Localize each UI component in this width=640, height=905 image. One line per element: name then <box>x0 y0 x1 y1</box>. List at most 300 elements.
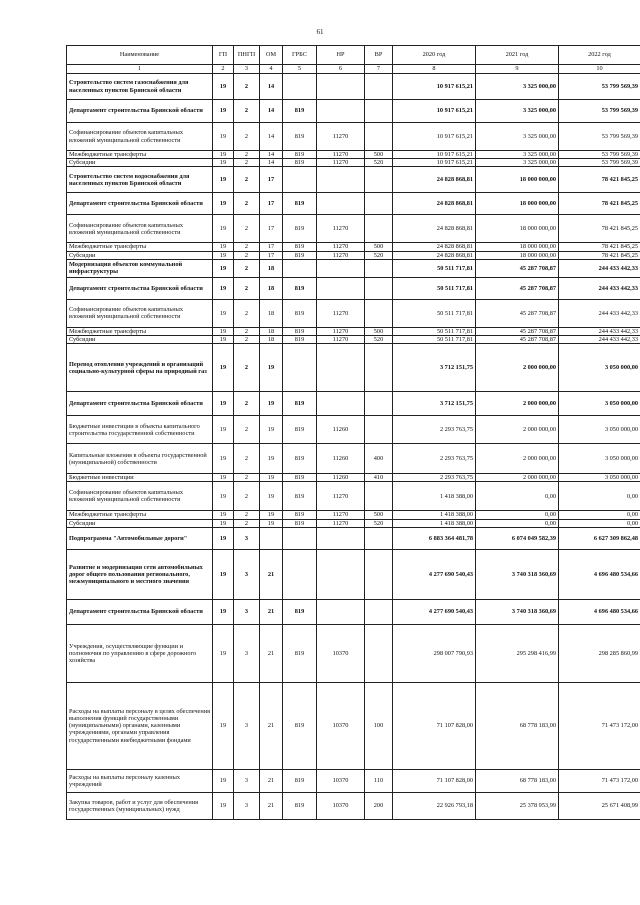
cell-2022: 298 285 860,99 <box>559 624 640 682</box>
cell-om: 19 <box>260 392 283 416</box>
table-row <box>67 682 640 769</box>
cell-gp: 19 <box>213 100 234 123</box>
cell-nr: 11260 <box>317 416 365 444</box>
cell-2021: 45 287 708,87 <box>476 277 559 299</box>
cell-om: 19 <box>260 416 283 444</box>
cell-name: Департамент строительства Брянской области <box>67 599 213 624</box>
cell-nr: 11270 <box>317 336 365 344</box>
cell-2021: 45 287 708,87 <box>476 336 559 344</box>
cell-vr: 110 <box>365 769 393 792</box>
cell-nr: 11270 <box>317 511 365 519</box>
col-header: ПНГП <box>234 46 260 65</box>
cell-nr: 11270 <box>317 123 365 151</box>
cell-pngp: 2 <box>234 299 260 327</box>
cell-2021: 25 378 953,99 <box>476 792 559 819</box>
cell-vr <box>365 392 393 416</box>
table-row <box>67 344 640 392</box>
cell-2021: 3 325 000,00 <box>476 151 559 159</box>
cell-gp: 19 <box>213 549 234 599</box>
col-number: 2 <box>213 65 234 74</box>
col-header: ОМ <box>260 46 283 65</box>
col-number: 5 <box>283 65 317 74</box>
cell-gp: 19 <box>213 792 234 819</box>
cell-2021: 45 287 708,87 <box>476 299 559 327</box>
cell-nr <box>317 392 365 416</box>
cell-nr <box>317 193 365 215</box>
cell-vr: 200 <box>365 792 393 819</box>
cell-grbs <box>283 549 317 599</box>
table-row <box>67 100 640 123</box>
cell-om: 19 <box>260 482 283 511</box>
table-row <box>67 151 640 159</box>
table-row <box>67 299 640 327</box>
cell-gp: 19 <box>213 259 234 277</box>
cell-2022: 4 696 480 534,66 <box>559 549 640 599</box>
cell-om <box>260 527 283 549</box>
cell-2022: 53 799 569,39 <box>559 151 640 159</box>
table-row <box>67 167 640 193</box>
col-number: 8 <box>393 65 476 74</box>
cell-pngp: 2 <box>234 215 260 243</box>
cell-name: Межбюджетные трансферты <box>67 243 213 251</box>
cell-pngp: 2 <box>234 416 260 444</box>
cell-2020: 1 418 388,00 <box>393 519 476 527</box>
cell-nr: 10370 <box>317 624 365 682</box>
cell-name: Модернизация объектов коммунальной инфраструктуры <box>67 259 213 277</box>
cell-grbs <box>283 74 317 100</box>
table-row <box>67 259 640 277</box>
cell-vr <box>365 215 393 243</box>
cell-om: 21 <box>260 769 283 792</box>
cell-2021: 0,00 <box>476 511 559 519</box>
table-row <box>67 243 640 251</box>
cell-2021: 2 000 000,00 <box>476 444 559 474</box>
cell-gp: 19 <box>213 527 234 549</box>
cell-nr: 11260 <box>317 444 365 474</box>
cell-name: Бюджетные инвестиции <box>67 474 213 482</box>
cell-vr: 500 <box>365 243 393 251</box>
cell-gp: 19 <box>213 624 234 682</box>
cell-name: Развитие и модернизация сети автомобильных дорог общего пользования регионального, межмуниципального и местного значения <box>67 549 213 599</box>
cell-grbs: 819 <box>283 416 317 444</box>
cell-2021: 18 000 000,00 <box>476 167 559 193</box>
cell-vr <box>365 299 393 327</box>
cell-grbs <box>283 344 317 392</box>
cell-2020: 1 418 388,00 <box>393 511 476 519</box>
cell-2021: 6 074 049 582,39 <box>476 527 559 549</box>
cell-2021: 2 000 000,00 <box>476 344 559 392</box>
cell-vr <box>365 416 393 444</box>
cell-om: 21 <box>260 792 283 819</box>
table-row <box>67 482 640 511</box>
cell-nr <box>317 277 365 299</box>
cell-om: 21 <box>260 549 283 599</box>
cell-nr: 10370 <box>317 792 365 819</box>
cell-2021: 45 287 708,87 <box>476 259 559 277</box>
cell-2021: 68 778 183,00 <box>476 682 559 769</box>
cell-vr <box>365 624 393 682</box>
col-header: ГРБС <box>283 46 317 65</box>
col-number: 1 <box>67 65 213 74</box>
cell-2020: 71 107 828,00 <box>393 769 476 792</box>
cell-pngp: 2 <box>234 277 260 299</box>
col-number: 9 <box>476 65 559 74</box>
cell-2022: 3 050 000,00 <box>559 444 640 474</box>
cell-2020: 24 828 868,81 <box>393 243 476 251</box>
cell-om: 14 <box>260 100 283 123</box>
cell-vr <box>365 259 393 277</box>
cell-vr: 100 <box>365 682 393 769</box>
col-header: 2020 год <box>393 46 476 65</box>
cell-2022: 4 696 480 534,66 <box>559 599 640 624</box>
cell-nr <box>317 100 365 123</box>
cell-2021: 2 000 000,00 <box>476 416 559 444</box>
cell-om: 18 <box>260 277 283 299</box>
cell-name: Департамент строительства Брянской области <box>67 277 213 299</box>
cell-gp: 19 <box>213 482 234 511</box>
cell-2021: 3 325 000,00 <box>476 123 559 151</box>
header-row <box>67 46 640 65</box>
cell-nr: 10370 <box>317 682 365 769</box>
cell-2021: 3 740 318 360,69 <box>476 599 559 624</box>
cell-om: 19 <box>260 519 283 527</box>
cell-nr: 11270 <box>317 519 365 527</box>
cell-nr: 11270 <box>317 251 365 259</box>
cell-gp: 19 <box>213 416 234 444</box>
cell-pngp: 2 <box>234 100 260 123</box>
cell-grbs: 819 <box>283 482 317 511</box>
cell-pngp: 2 <box>234 243 260 251</box>
cell-2022: 78 421 845,25 <box>559 193 640 215</box>
table-row <box>67 327 640 335</box>
cell-om: 19 <box>260 474 283 482</box>
cell-om: 18 <box>260 299 283 327</box>
cell-2020: 3 712 151,75 <box>393 392 476 416</box>
cell-pngp: 2 <box>234 511 260 519</box>
cell-2020: 1 418 388,00 <box>393 482 476 511</box>
cell-grbs: 819 <box>283 511 317 519</box>
cell-om: 18 <box>260 327 283 335</box>
cell-nr: 11270 <box>317 159 365 167</box>
cell-grbs <box>283 167 317 193</box>
col-header: ГП <box>213 46 234 65</box>
cell-2022: 244 433 442,33 <box>559 336 640 344</box>
cell-2022: 78 421 845,25 <box>559 251 640 259</box>
cell-2021: 2 000 000,00 <box>476 474 559 482</box>
cell-vr: 520 <box>365 251 393 259</box>
table-row <box>67 123 640 151</box>
cell-2022: 244 433 442,33 <box>559 299 640 327</box>
table-row <box>67 444 640 474</box>
cell-2020: 4 277 690 540,43 <box>393 549 476 599</box>
cell-pngp: 3 <box>234 527 260 549</box>
table-row <box>67 251 640 259</box>
cell-grbs: 819 <box>283 444 317 474</box>
table-row <box>67 74 640 100</box>
cell-gp: 19 <box>213 193 234 215</box>
cell-grbs: 819 <box>283 624 317 682</box>
cell-2021: 2 000 000,00 <box>476 392 559 416</box>
cell-2020: 3 712 151,75 <box>393 344 476 392</box>
cell-2021: 18 000 000,00 <box>476 243 559 251</box>
cell-name: Подпрограмма "Автомобильные дороги" <box>67 527 213 549</box>
cell-nr: 11270 <box>317 327 365 335</box>
cell-nr: 11270 <box>317 299 365 327</box>
cell-2020: 2 293 763,75 <box>393 444 476 474</box>
table-row <box>67 549 640 599</box>
cell-pngp: 3 <box>234 792 260 819</box>
cell-2020: 4 277 690 540,43 <box>393 599 476 624</box>
cell-vr <box>365 599 393 624</box>
cell-name: Межбюджетные трансферты <box>67 327 213 335</box>
cell-2022: 3 050 000,00 <box>559 474 640 482</box>
col-header: 2021 год <box>476 46 559 65</box>
cell-gp: 19 <box>213 277 234 299</box>
cell-gp: 19 <box>213 215 234 243</box>
cell-grbs: 819 <box>283 159 317 167</box>
cell-name: Департамент строительства Брянской области <box>67 100 213 123</box>
cell-grbs: 819 <box>283 519 317 527</box>
cell-grbs: 819 <box>283 215 317 243</box>
cell-name: Субсидии <box>67 336 213 344</box>
cell-2022: 53 799 569,39 <box>559 74 640 100</box>
cell-vr: 520 <box>365 519 393 527</box>
cell-pngp: 3 <box>234 599 260 624</box>
cell-2022: 71 473 172,00 <box>559 769 640 792</box>
cell-grbs: 819 <box>283 277 317 299</box>
cell-gp: 19 <box>213 519 234 527</box>
cell-grbs: 819 <box>283 100 317 123</box>
cell-nr: 10370 <box>317 769 365 792</box>
cell-nr <box>317 549 365 599</box>
cell-om: 19 <box>260 444 283 474</box>
cell-2020: 24 828 868,81 <box>393 193 476 215</box>
cell-2021: 0,00 <box>476 482 559 511</box>
cell-name: Департамент строительства Брянской области <box>67 193 213 215</box>
cell-om: 21 <box>260 599 283 624</box>
cell-pngp: 2 <box>234 444 260 474</box>
cell-2020: 50 511 717,81 <box>393 327 476 335</box>
cell-pngp: 2 <box>234 482 260 511</box>
cell-2020: 6 883 364 481,78 <box>393 527 476 549</box>
cell-2022: 71 473 172,00 <box>559 682 640 769</box>
cell-2022: 53 799 569,39 <box>559 123 640 151</box>
table-row <box>67 474 640 482</box>
cell-name: Бюджетные инвестиции в объекты капитального строительства государственной собственности <box>67 416 213 444</box>
cell-vr: 520 <box>365 159 393 167</box>
cell-gp: 19 <box>213 344 234 392</box>
cell-vr <box>365 527 393 549</box>
cell-name: Субсидии <box>67 519 213 527</box>
cell-pngp: 2 <box>234 123 260 151</box>
cell-vr <box>365 482 393 511</box>
cell-grbs: 819 <box>283 299 317 327</box>
cell-gp: 19 <box>213 167 234 193</box>
cell-gp: 19 <box>213 392 234 416</box>
cell-2022: 244 433 442,33 <box>559 277 640 299</box>
cell-2021: 3 325 000,00 <box>476 74 559 100</box>
cell-gp: 19 <box>213 74 234 100</box>
col-number: 7 <box>365 65 393 74</box>
cell-pngp: 2 <box>234 344 260 392</box>
cell-2022: 0,00 <box>559 482 640 511</box>
page-number: 61 <box>316 28 324 36</box>
cell-2022: 6 627 309 862,48 <box>559 527 640 549</box>
cell-nr: 11270 <box>317 215 365 243</box>
cell-gp: 19 <box>213 682 234 769</box>
cell-name: Учреждения, осуществляющие функции и полномочия по управлению в сфере дорожного хозяйства <box>67 624 213 682</box>
cell-gp: 19 <box>213 474 234 482</box>
cell-nr: 11270 <box>317 151 365 159</box>
cell-2020: 50 511 717,81 <box>393 277 476 299</box>
table-row <box>67 336 640 344</box>
cell-pngp: 3 <box>234 682 260 769</box>
cell-2022: 3 050 000,00 <box>559 344 640 392</box>
cell-vr <box>365 549 393 599</box>
cell-om: 17 <box>260 243 283 251</box>
cell-gp: 19 <box>213 299 234 327</box>
cell-vr <box>365 277 393 299</box>
cell-name: Расходы на выплаты персоналу в целях обеспечения выполнения функций государственными (муниципальными) органами, казенными учреждениями, органами управления государственными внебюджетными фондами <box>67 682 213 769</box>
cell-2021: 18 000 000,00 <box>476 193 559 215</box>
cell-grbs: 819 <box>283 123 317 151</box>
cell-gp: 19 <box>213 159 234 167</box>
table-row <box>67 769 640 792</box>
cell-name: Капитальные вложения в объекты государственной (муниципальной) собственности <box>67 444 213 474</box>
cell-om: 17 <box>260 193 283 215</box>
cell-grbs: 819 <box>283 327 317 335</box>
cell-2020: 24 828 868,81 <box>393 251 476 259</box>
cell-om: 14 <box>260 123 283 151</box>
cell-gp: 19 <box>213 123 234 151</box>
cell-vr: 500 <box>365 327 393 335</box>
cell-2022: 0,00 <box>559 511 640 519</box>
cell-pngp: 3 <box>234 624 260 682</box>
cell-gp: 19 <box>213 151 234 159</box>
cell-2022: 0,00 <box>559 519 640 527</box>
cell-2022: 78 421 845,25 <box>559 215 640 243</box>
cell-pngp: 2 <box>234 151 260 159</box>
cell-grbs: 819 <box>283 151 317 159</box>
col-number: 6 <box>317 65 365 74</box>
cell-2020: 24 828 868,81 <box>393 215 476 243</box>
table-row <box>67 416 640 444</box>
table-row <box>67 159 640 167</box>
cell-nr: 11260 <box>317 474 365 482</box>
cell-grbs: 819 <box>283 251 317 259</box>
cell-name: Закупка товаров, работ и услуг для обеспечения государственных (муниципальных) нужд <box>67 792 213 819</box>
cell-pngp: 2 <box>234 167 260 193</box>
table-row <box>67 599 640 624</box>
cell-grbs: 819 <box>283 792 317 819</box>
cell-2020: 10 917 615,21 <box>393 151 476 159</box>
cell-gp: 19 <box>213 327 234 335</box>
cell-pngp: 2 <box>234 327 260 335</box>
cell-om: 14 <box>260 74 283 100</box>
cell-nr <box>317 259 365 277</box>
cell-2020: 298 007 790,93 <box>393 624 476 682</box>
cell-name: Софинансирование объектов капитальных вложений муниципальной собственности <box>67 123 213 151</box>
cell-2020: 2 293 763,75 <box>393 474 476 482</box>
cell-2021: 3 740 318 360,69 <box>476 549 559 599</box>
cell-om: 19 <box>260 344 283 392</box>
table-row <box>67 511 640 519</box>
cell-2021: 3 325 000,00 <box>476 159 559 167</box>
col-header: ВР <box>365 46 393 65</box>
cell-vr <box>365 193 393 215</box>
cell-grbs: 819 <box>283 599 317 624</box>
cell-vr: 400 <box>365 444 393 474</box>
cell-name: Субсидии <box>67 251 213 259</box>
cell-2022: 78 421 845,25 <box>559 243 640 251</box>
cell-nr <box>317 599 365 624</box>
cell-vr <box>365 74 393 100</box>
cell-grbs: 819 <box>283 336 317 344</box>
cell-vr <box>365 100 393 123</box>
cell-2021: 18 000 000,00 <box>476 215 559 243</box>
table-row <box>67 624 640 682</box>
cell-2020: 10 917 615,21 <box>393 100 476 123</box>
cell-vr: 500 <box>365 151 393 159</box>
cell-nr: 11270 <box>317 243 365 251</box>
cell-om: 17 <box>260 251 283 259</box>
cell-2020: 50 511 717,81 <box>393 259 476 277</box>
cell-om: 17 <box>260 167 283 193</box>
cell-2021: 45 287 708,87 <box>476 327 559 335</box>
cell-name: Строительство систем газоснабжения для населенных пунктов Брянской области <box>67 74 213 100</box>
cell-vr <box>365 167 393 193</box>
cell-grbs: 819 <box>283 769 317 792</box>
cell-2021: 3 325 000,00 <box>476 100 559 123</box>
cell-pngp: 2 <box>234 392 260 416</box>
cell-grbs: 819 <box>283 682 317 769</box>
cell-grbs: 819 <box>283 474 317 482</box>
col-header: 2022 год <box>559 46 640 65</box>
cell-2022: 78 421 845,25 <box>559 167 640 193</box>
cell-2022: 3 050 000,00 <box>559 416 640 444</box>
cell-2020: 22 926 793,18 <box>393 792 476 819</box>
cell-vr <box>365 344 393 392</box>
cell-gp: 19 <box>213 511 234 519</box>
cell-grbs: 819 <box>283 243 317 251</box>
cell-gp: 19 <box>213 336 234 344</box>
cell-2022: 244 433 442,33 <box>559 327 640 335</box>
cell-grbs <box>283 527 317 549</box>
cell-nr <box>317 74 365 100</box>
col-header: НР <box>317 46 365 65</box>
cell-name: Межбюджетные трансферты <box>67 511 213 519</box>
cell-2020: 24 828 868,81 <box>393 167 476 193</box>
cell-name: Межбюджетные трансферты <box>67 151 213 159</box>
cell-pngp: 2 <box>234 336 260 344</box>
cell-nr <box>317 527 365 549</box>
cell-vr: 410 <box>365 474 393 482</box>
cell-name: Софинансирование объектов капитальных вложений муниципальной собственности <box>67 299 213 327</box>
cell-2022: 53 799 569,39 <box>559 159 640 167</box>
cell-pngp: 3 <box>234 549 260 599</box>
cell-name: Софинансирование объектов капитальных вложений муниципальной собственности <box>67 215 213 243</box>
cell-om: 21 <box>260 682 283 769</box>
col-number: 4 <box>260 65 283 74</box>
cell-2022: 53 799 569,39 <box>559 100 640 123</box>
cell-name: Строительство систем водоснабжения для населенных пунктов Брянской области <box>67 167 213 193</box>
cell-pngp: 2 <box>234 519 260 527</box>
cell-2020: 50 511 717,81 <box>393 336 476 344</box>
column-number-row <box>67 65 640 74</box>
table-body <box>67 74 640 820</box>
cell-name: Перевод отопления учреждений и организаций социально-культурной сферы на природный газ <box>67 344 213 392</box>
cell-gp: 19 <box>213 251 234 259</box>
